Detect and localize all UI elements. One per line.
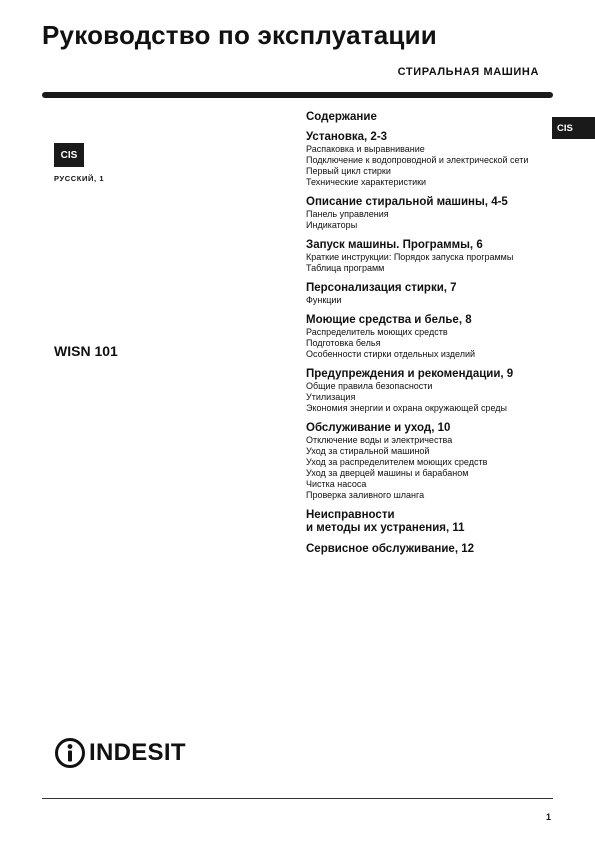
logo-wordmark: INDESIT: [89, 739, 186, 766]
toc-section-item: Чистка насоса: [306, 479, 367, 489]
bottom-divider: [42, 798, 553, 799]
toc-section-title: Сервисное обслуживание, 12: [306, 543, 475, 555]
toc-section-title: Моющие средства и белье, 8: [306, 314, 472, 326]
toc-section: [306, 509, 550, 535]
toc-section-item: Уход за распределителем моющих средств: [306, 457, 488, 467]
toc-section-item: Уход за стиральной машиной: [306, 446, 430, 456]
toc-section-item: Панель управления: [306, 209, 389, 219]
indesit-logo-icon: [54, 737, 86, 769]
language-badge: CIS: [54, 143, 84, 167]
toc-section-item: Технические характеристики: [306, 177, 427, 187]
toc-section-title: Предупреждения и рекомендации, 9: [306, 368, 514, 380]
toc-section-item: Отключение воды и электричества: [306, 435, 453, 445]
toc-section-title: Обслуживание и уход, 10: [306, 422, 451, 434]
page-title: Руководство по эксплуатации: [42, 20, 437, 50]
toc-section-item: Индикаторы: [306, 220, 358, 230]
toc-section: [306, 543, 550, 556]
side-language-tab: CIS: [552, 117, 595, 139]
brand-logo: [54, 737, 186, 769]
toc-section-item: Подключение к водопроводной и электрической сети: [306, 155, 529, 165]
toc-section-item: Первый цикл стирки: [306, 166, 391, 176]
language-page-ref: РУССКИЙ, 1: [54, 174, 105, 183]
page-number: 1: [545, 812, 551, 822]
toc-heading: Содержание: [306, 111, 377, 123]
toc-section: [306, 314, 550, 360]
toc-section-title: Запуск машины. Программы, 6: [306, 239, 483, 251]
model-name: WISN 101: [54, 343, 118, 359]
toc-section: [306, 131, 550, 188]
toc-section: [306, 368, 550, 414]
toc-section-title: Неисправности и методы их устранения, 11: [306, 509, 465, 534]
toc-section-item: Уход за дверцей машины и барабаном: [306, 468, 469, 478]
toc-section: [306, 196, 550, 231]
toc-section-item: Особенности стирки отдельных изделий: [306, 349, 476, 359]
toc-section-item: Функции: [306, 295, 342, 305]
toc-section-item: Таблица программ: [306, 263, 385, 273]
toc-section-item: Экономия энергии и охрана окружающей среды: [306, 403, 508, 413]
toc-section-item: Проверка заливного шланга: [306, 490, 425, 500]
toc-section-item: Распаковка и выравнивание: [306, 144, 425, 154]
toc-section-item: Распределитель моющих средств: [306, 327, 448, 337]
table-of-contents: [306, 111, 550, 564]
toc-section-title: Персонализация стирки, 7: [306, 282, 457, 294]
toc-sections: [306, 131, 550, 556]
toc-section: [306, 422, 550, 501]
toc-section-item: Краткие инструкции: Порядок запуска программы: [306, 252, 514, 262]
document-subtitle: СТИРАЛЬНАЯ МАШИНА: [397, 66, 539, 78]
toc-section-item: Общие правила безопасности: [306, 381, 433, 391]
toc-section: [306, 239, 550, 274]
toc-section-title: Описание стиральной машины, 4-5: [306, 196, 508, 208]
toc-section-item: Утилизация: [306, 392, 356, 402]
toc-section-item: Подготовка белья: [306, 338, 381, 348]
toc-section-title: Установка, 2-3: [306, 131, 388, 143]
top-divider: [42, 92, 553, 98]
toc-section: [306, 282, 550, 306]
